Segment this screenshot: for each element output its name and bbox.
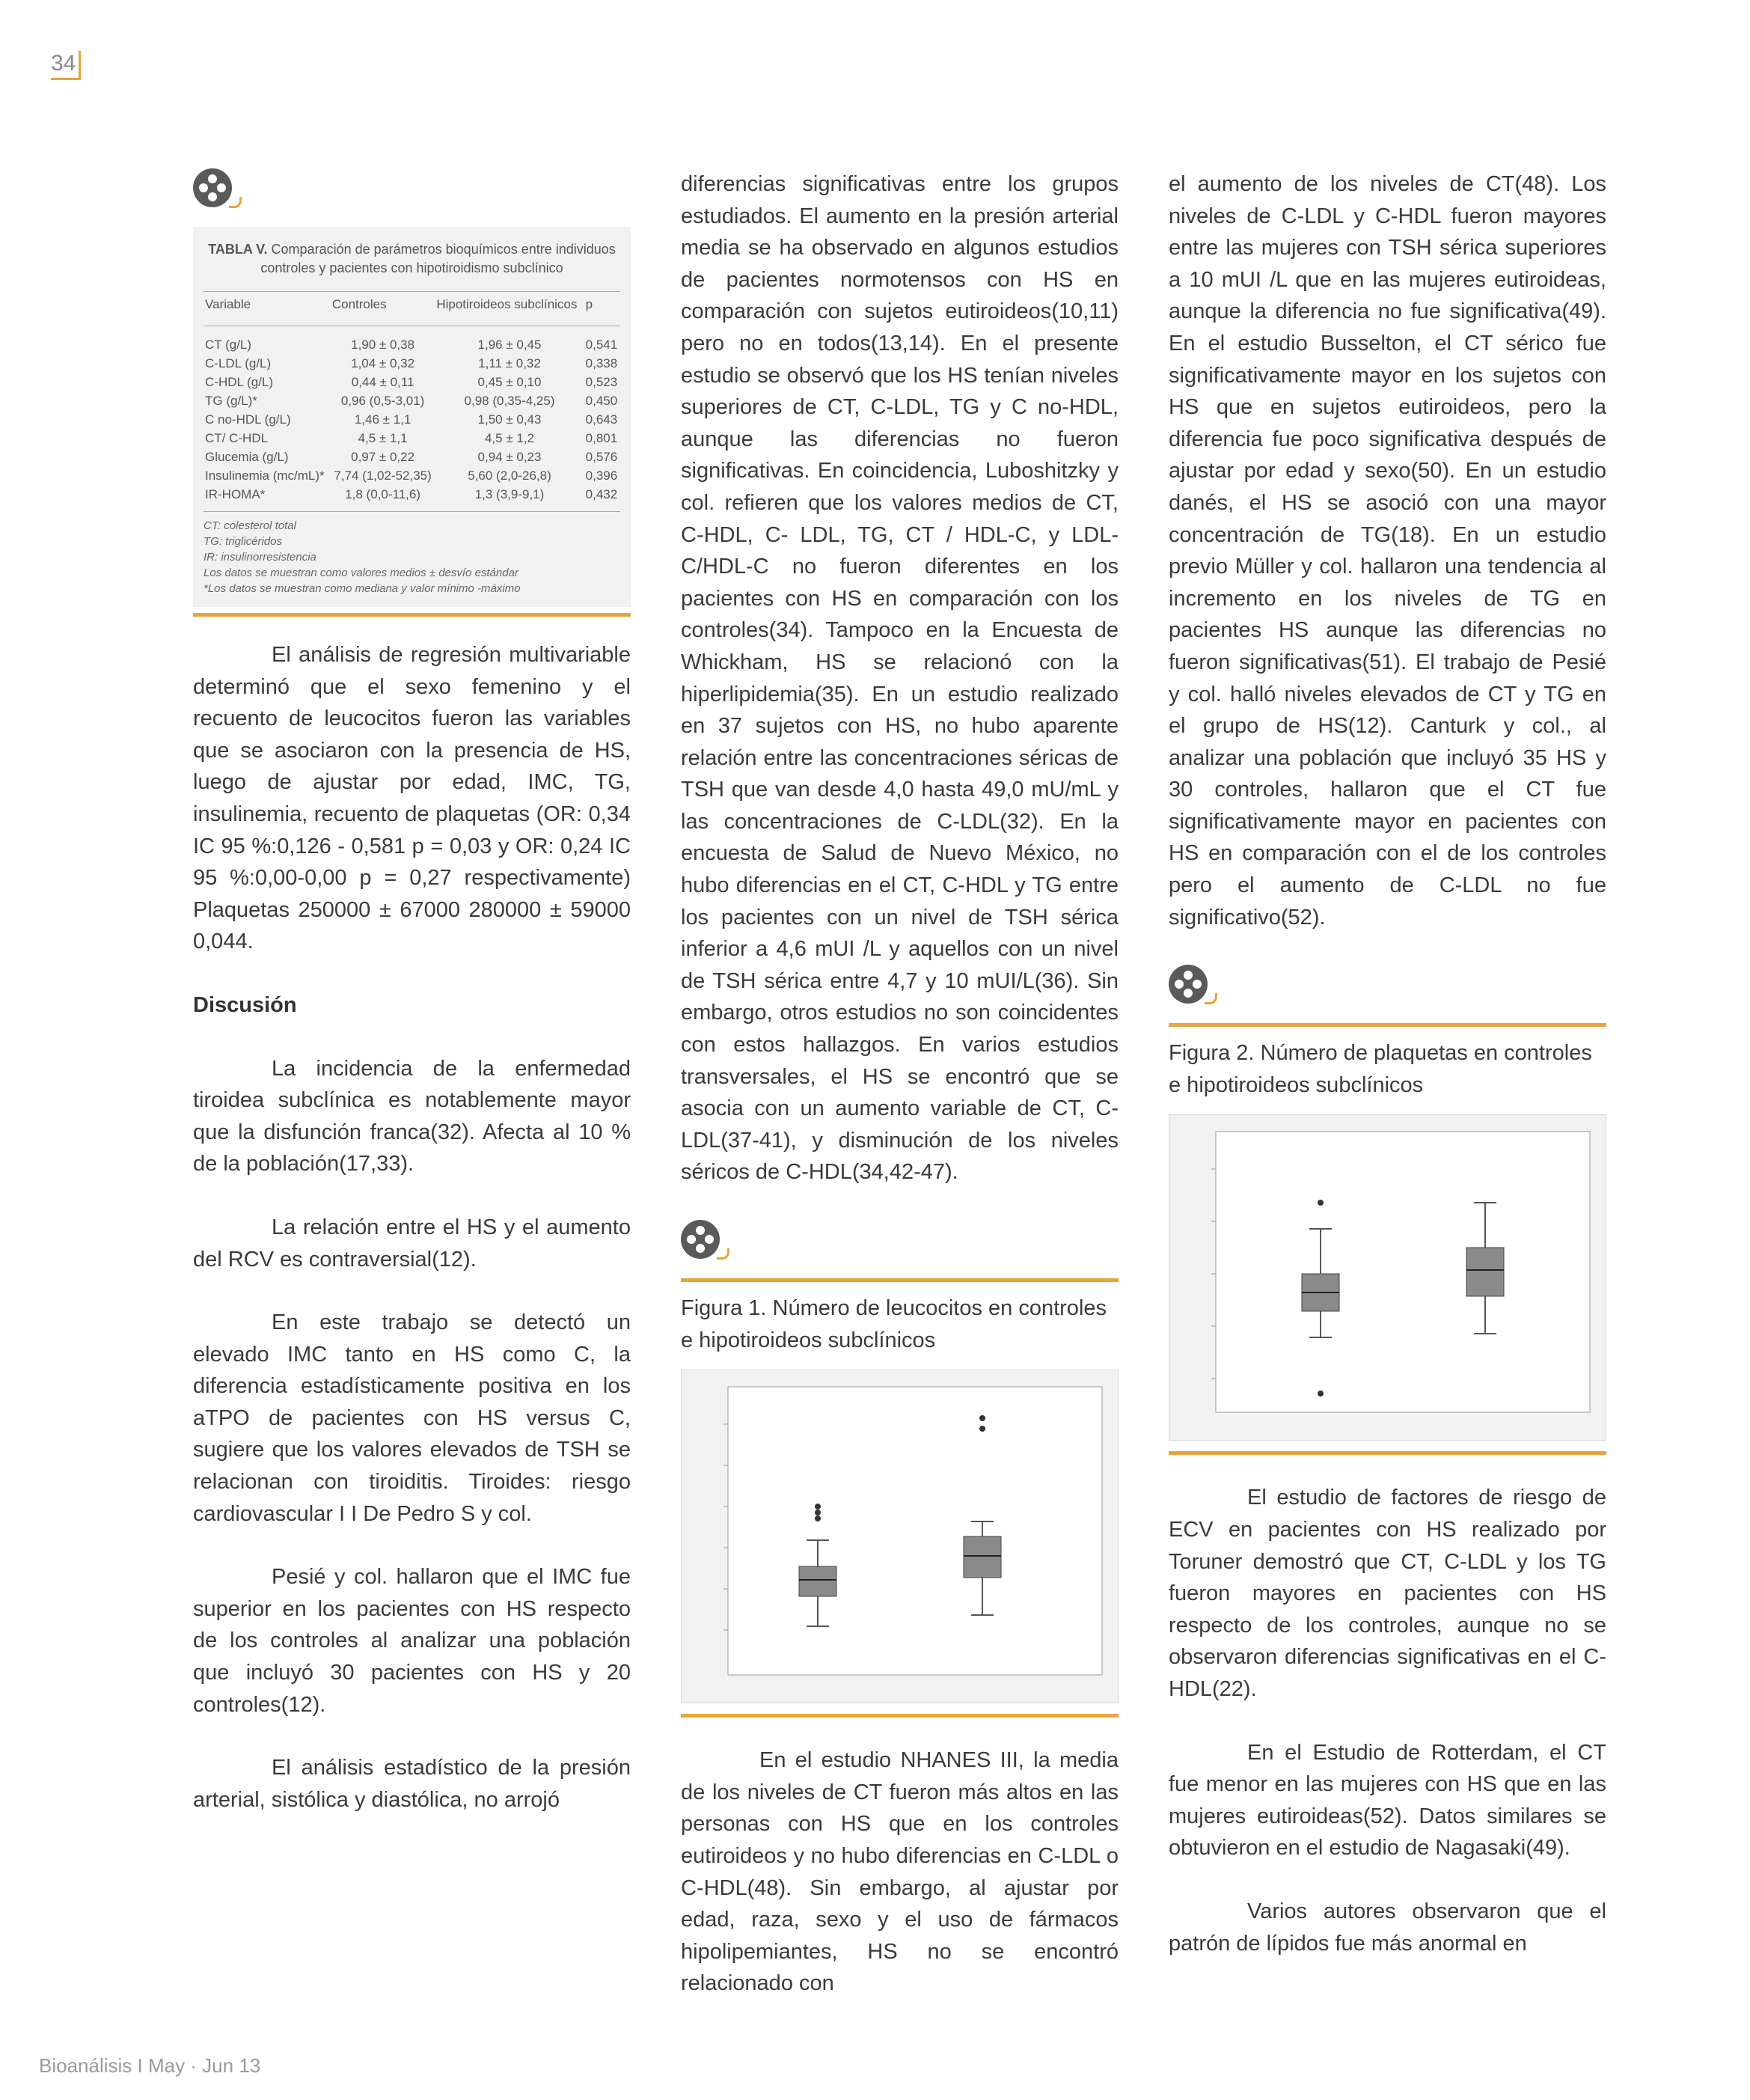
paragraph: El análisis estadístico de la presión arterial, sistólica y diastólica, no arrojó (193, 1756, 631, 1812)
orange-divider (681, 1278, 1119, 1282)
figure-1-boxplot (681, 1370, 1119, 1703)
paragraph: En el estudio NHANES III, la media de los niveles de CT fueron más altos en las personas con HS que en los controles eutiroideos y no hubo diferencias en C-LDL o C-HDL(48). Sin embargo, al ajustar por edad, raza, sexo y el uso de fármacos hipolipemiantes, HS no se encontró relacionado con (681, 1748, 1119, 1996)
figure-1-caption: Figura 1. Número de leucocitos en controles e hipotiroideos subclínicos (681, 1296, 1107, 1352)
table-row: C-LDL (g/L) 1,04 ± 0,32 1,11 ± 0,32 0,338 (205, 356, 618, 370)
table-header: Variable (204, 292, 331, 326)
paragraph: diferencias significativas entre los grupos estudiados. El aumento en la presión arterial media se ha observado en algunos estudios de pacientes normotensos con HS en comparación con sujetos eutiroideos(10,11) pero no en todos(13,14). En el presente estudio se observó que los HS tenían niveles superiores de CT, C-LDL, TG y C no-HDL, aunque las diferencias no fueron significativas. En coincidencia, Luboshitzky y col. refieren que los valores medios de CT, C-HDL, C- LDL, TG, CT / HDL-C, y LDL-C/HDL-C no fueron diferentes en los pacientes con HS en comparación con los controles(34). Tampoco en la Encuesta de Whickham, HS se relacionó con la hiperlipidemia(35). En un estudio realizado en 37 sujetos con HS, no hubo aparente relación entre las concentraciones séricas de TSH que van desde 4,0 hasta 49,0 mU/mL y las concentraciones de C-LDL(32). En la encuesta de Salud de Nuevo México, no hubo diferencias en el CT, C-HDL y TG entre los pacientes con un nivel de TSH sérica inferior a 4,6 mUI /L y aquellos con un nivel de TSH sérica entre 4,7 y 10 mUI/L(36). Sin embargo, otros estudios no son coincidentes con estos hallazgos. En varios estudios transversales, el HS se encontró que se asocia con un aumento variable de CT, C-LDL(37-41), y disminución de los niveles séricos de C-HDL(34,42-47). (681, 172, 1119, 1185)
orange-divider (1169, 1023, 1606, 1027)
table-row: IR-HOMA* 1,8 (0,0-11,6) 1,3 (3,9-9,1) 0,432 (204, 485, 620, 512)
table-header: Controles (331, 292, 435, 326)
paragraph: El estudio de factores de riesgo de ECV en pacientes con HS realizado por Toruner demostró que CT, C-LDL y los TG fueron mayores en pacientes con HS respecto de los controles, aunque no se observaron diferencias significativas en el C-HDL(22). (1169, 1486, 1606, 1701)
column-2 (681, 168, 1119, 2000)
column-3 (1169, 168, 1606, 1959)
paragraph: La relación entre el HS y el aumento del RCV es contraversial(12). (193, 1215, 631, 1272)
paragraph: Pesié y col. hallaron que el IMC fue superior en los pacientes con HS respecto de los controles al analizar una población que incluyó 30 pacientes con HS y 20 controles(12). (193, 1565, 631, 1717)
paragraph: En este trabajo se detectó un elevado IMC tanto en HS como C, la diferencia estadísticamente positiva en los aTPO de pacientes con HS versus C, sugiere que los valores elevados de TSH se relacionan con tiroiditis. Tiroides: riesgo cardiovascular I I De Pedro S y col. (193, 1310, 631, 1526)
film-reel-icon (193, 168, 245, 213)
table-row: TG (g/L)* 0,96 (0,5-3,01) 0,98 (0,35-4,25) 0,450 (205, 394, 618, 408)
footer: Bioanálisis I May · Jun 13 (39, 2054, 261, 2077)
table-notes: CT: colesterol total TG: triglicéridos IR: insulinorresistencia Los datos se muestran como valores medios ± desvío estándar *Los datos se muestran como mediana y valor mínimo -máximo (204, 519, 521, 595)
section-heading: Discusión (193, 992, 297, 1017)
film-reel-icon (681, 1220, 733, 1265)
orange-divider (193, 613, 631, 617)
paragraph: el aumento de los niveles de CT(48). Los niveles de C-LDL y C-HDL fueron mayores entre las mujeres con TSH sérica superiores a 10 mUI /L que en las mujeres eutiroideas, aunque la diferencia no fue significativa(49). En el estudio Busselton, el CT sérico fue significativamente mayor en los sujetos con HS que en sujetos eutiroideos, pero la diferencia fue poco significativa después de ajustar por edad y sexo(50). En un estudio danés, el HS se asoció con una mayor concentración de TG(18). En un estudio previo Müller y col. hallaron una tendencia al incremento en los niveles de TG en pacientes HS aunque las diferencias no fueron significativas(51). El trabajo de Pesié y col. halló niveles elevados de CT y TG en el grupo de HS(12). Canturk y col., al analizar una población que incluyó 35 HS y 30 controles, hallaron que el CT fue significativamente mayor en pacientes con HS en comparación con el de los controles pero el aumento de C-LDL no fue significativo(52). (1169, 172, 1606, 930)
table-row: C no-HDL (g/L) 1,46 ± 1,1 1,50 ± 0,43 0,643 (205, 412, 618, 427)
page-number: 34 (51, 51, 81, 80)
paragraph: En el Estudio de Rotterdam, el CT fue menor en las mujeres con HS que en las mujeres eutiroideas(52). Datos similares se obtuvieron en el estudio de Nagasaki(49). (1169, 1740, 1606, 1861)
film-reel-icon (1169, 965, 1221, 1010)
orange-divider (681, 1714, 1119, 1718)
table-row: CT/ C-HDL 4,5 ± 1,1 4,5 ± 1,2 0,801 (205, 431, 618, 445)
table-row: C-HDL (g/L) 0,44 ± 0,11 0,45 ± 0,10 0,523 (205, 375, 618, 389)
figure-2-boxplot (1169, 1114, 1606, 1441)
table-header: Hipotiroideos subclínicos (435, 292, 584, 326)
table-row: CT (g/L) 1,90 ± 0,38 1,96 ± 0,45 0,541 (205, 338, 618, 352)
column-1 (193, 168, 631, 1816)
table-row: Glucemia (g/L) 0,97 ± 0,22 0,94 ± 0,23 0,576 (205, 450, 618, 464)
paragraph: Varios autores observaron que el patrón de lípidos fue más anormal en (1169, 1899, 1606, 1956)
table-header: p (584, 292, 620, 326)
table-row: Insulinemia (mc/mL)* 7,74 (1,02-52,35) 5,60 (2,0-26,8) 0,396 (205, 468, 618, 483)
table-v (193, 227, 631, 607)
paragraph: La incidencia de la enfermedad tiroidea subclínica es notablemente mayor que la disfunción franca(32). Afecta al 10 % de la población(17,33). (193, 1056, 631, 1176)
comparison-table (204, 291, 620, 512)
table-title: TABLA V. Comparación de parámetros bioquímicos entre individuos controles y pacientes con hipotiroidismo subclínico (208, 242, 616, 275)
figure-2-caption: Figura 2. Número de plaquetas en controles e hipotiroideos subclínicos (1169, 1041, 1592, 1097)
orange-divider (1169, 1451, 1606, 1455)
paragraph: El análisis de regresión multivariable determinó que el sexo femenino y el recuento de leucocitos fueron las variables que se asociaron con la presencia de HS, luego de ajustar por edad, IMC, TG, insulinemia, recuento de plaquetas (OR: 0,34 IC 95 %:0,126 - 0,581 p = 0,03 y OR: 0,24 IC 95 %:0,00-0,00 p = 0,27 respectivamente) Plaquetas 250000 ± 67000 280000 ± 59000 0,044. (193, 643, 631, 954)
